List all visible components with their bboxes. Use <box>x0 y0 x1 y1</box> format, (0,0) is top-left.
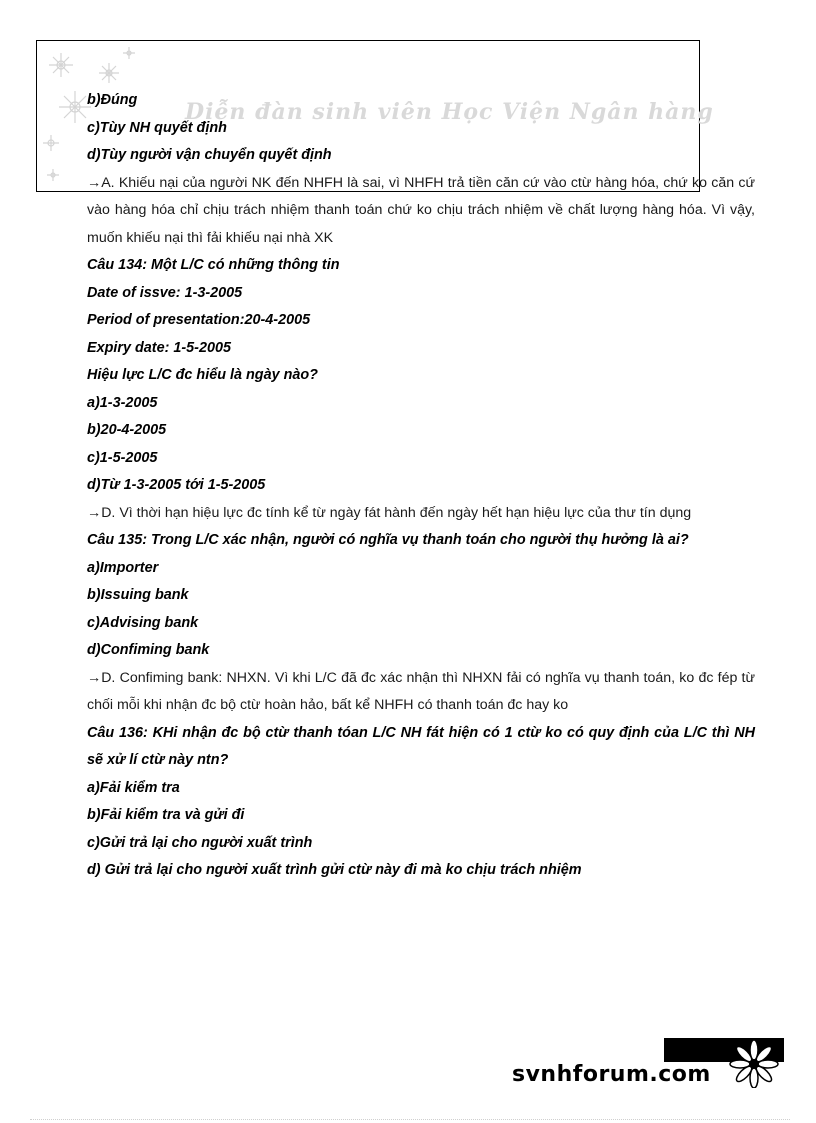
question-detail: Period of presentation:20-4-2005 <box>87 312 311 328</box>
question-title: Câu 134: Một L/C có những thông tin <box>87 257 340 273</box>
option-line: d) Gửi trả lại cho người xuất trình gửi ctừ này đi mà ko chịu trách nhiệm <box>87 862 582 878</box>
banner-title: Diễn đàn sinh viên Học Viện Ngân hàng <box>185 99 714 125</box>
option-line: a)Fải kiểm tra <box>87 779 180 796</box>
option-line: b)Fải kiểm tra và gửi đi <box>87 807 245 823</box>
question-detail: Date of issve: 1-3-2005 <box>87 284 243 301</box>
option-line: a)Importer <box>87 559 159 576</box>
option-line: a)1-3-2005 <box>87 394 158 411</box>
option-line: d)Tùy người vận chuyển quyết định <box>87 147 332 163</box>
option-line: c)Tùy NH quyết định <box>87 119 227 136</box>
option-line: b)20-4-2005 <box>87 422 167 438</box>
option-line: b)Issuing bank <box>87 587 189 603</box>
option-line: b)Đúng <box>87 92 138 108</box>
question-title: Câu 135: Trong L/C xác nhận, người có nghĩa vụ thanh toán cho người thụ hưởng là ai? <box>87 532 689 548</box>
flower-logo-icon <box>724 1036 784 1088</box>
answer-explanation: →D. Confiming bank: NHXN. Vì khi L/C đã đc xác nhận thì NHXN fải có nghĩa vụ thanh toán, ko đc fép từ chối mỗi khi nhận đc bộ ctừ hoàn hảo, bất kể NHFH có thanh toán đc hay ko <box>87 669 755 713</box>
question-detail: Hiệu lực L/C đc hiểu là ngày nào? <box>87 367 318 383</box>
option-line: d)Từ 1-3-2005 tới 1-5-2005 <box>87 477 266 493</box>
footer-divider <box>30 1119 790 1120</box>
question-title: Câu 136: KHi nhận đc bộ ctừ thanh tóan L/C NH fát hiện có 1 ctừ ko có quy định của L/C thì NH sẽ xử lí ctừ này ntn? <box>87 724 755 768</box>
option-line: c)Advising bank <box>87 614 199 631</box>
answer-explanation: →D. Vì thời hạn hiệu lực đc tính kể từ ngày fát hành đến ngày hết hạn hiệu lực của thư tín dụng <box>87 504 692 521</box>
option-line: c)1-5-2005 <box>87 449 158 466</box>
option-line: c)Gửi trả lại cho người xuất trình <box>87 834 313 851</box>
question-detail: Expiry date: 1-5-2005 <box>87 339 231 356</box>
document-body <box>87 87 755 885</box>
footer-logo-text: svnhforum.com <box>512 1062 711 1087</box>
answer-explanation: →A. Khiếu nại của người NK đến NHFH là sai, vì NHFH trả tiền căn cứ vào ctừ hàng hóa, chứ ko căn cứ vào hàng hóa chỉ chịu trách nhiệm thanh toán chứ ko chịu trách nhiệm về chất lượng hàng hóa. Vì vậy, muốn khiếu nại thì fải khiếu nại nhà XK <box>87 174 755 246</box>
option-line: d)Confiming bank <box>87 642 210 658</box>
